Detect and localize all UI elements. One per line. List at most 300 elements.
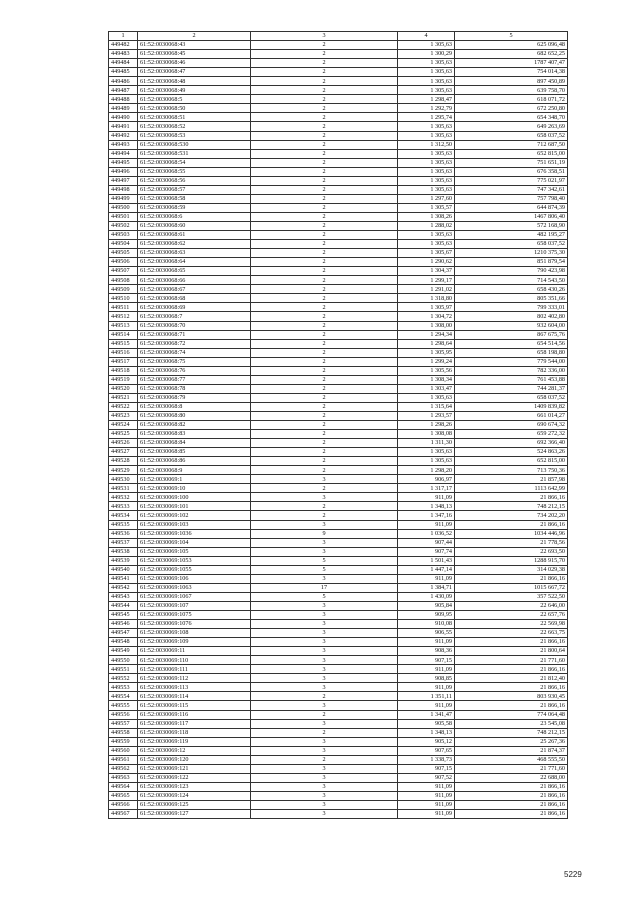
amount-cell: 21 866,16	[455, 520, 568, 529]
amount-cell: 314 029,38	[455, 565, 568, 574]
amount-cell: 661 014,27	[455, 411, 568, 420]
category-cell: 2	[251, 484, 398, 493]
amount-cell: 21 866,16	[455, 791, 568, 800]
cadastral-number-cell: 61:52:0030068:60	[138, 221, 251, 230]
table-row	[109, 466, 568, 475]
table-row	[109, 457, 568, 466]
amount-cell: 774 064,48	[455, 710, 568, 719]
category-cell: 2	[251, 285, 398, 294]
table-row	[109, 86, 568, 95]
table-row	[109, 393, 568, 402]
category-cell: 2	[251, 357, 398, 366]
category-cell: 2	[251, 194, 398, 203]
category-cell: 3	[251, 638, 398, 647]
row-id-cell: 449512	[109, 312, 138, 321]
amount-cell: 22 646,00	[455, 601, 568, 610]
cadastral-number-cell: 61:52:0030068:84	[138, 439, 251, 448]
cadastral-number-cell: 61:52:0030069:103	[138, 520, 251, 529]
amount-cell: 22 693,50	[455, 547, 568, 556]
cadastral-number-cell: 61:52:0030068:51	[138, 113, 251, 122]
table-row	[109, 574, 568, 583]
category-cell: 2	[251, 439, 398, 448]
row-id-cell: 449567	[109, 810, 138, 819]
value-cell: 1 299,24	[398, 357, 455, 366]
category-cell: 3	[251, 737, 398, 746]
row-id-cell: 449547	[109, 629, 138, 638]
row-id-cell: 449486	[109, 77, 138, 86]
category-cell: 2	[251, 692, 398, 701]
amount-cell: 21 857,98	[455, 475, 568, 484]
amount-cell: 22 657,76	[455, 611, 568, 620]
amount-cell: 690 674,32	[455, 421, 568, 430]
amount-cell: 1015 667,72	[455, 583, 568, 592]
cadastral-number-cell: 61:52:0030068:45	[138, 50, 251, 59]
cadastral-number-cell: 61:52:0030068:56	[138, 176, 251, 185]
table-row	[109, 231, 568, 240]
row-id-cell: 449511	[109, 303, 138, 312]
value-cell: 1 430,09	[398, 592, 455, 601]
row-id-cell: 449531	[109, 484, 138, 493]
amount-cell: 658 037,52	[455, 240, 568, 249]
category-cell: 3	[251, 701, 398, 710]
category-cell: 2	[251, 384, 398, 393]
category-cell: 2	[251, 140, 398, 149]
row-id-cell: 449488	[109, 95, 138, 104]
table-row	[109, 683, 568, 692]
amount-cell: 676 358,51	[455, 167, 568, 176]
category-cell: 2	[251, 122, 398, 131]
category-cell: 3	[251, 791, 398, 800]
amount-cell: 482 195,27	[455, 231, 568, 240]
amount-cell: 654 348,70	[455, 113, 568, 122]
table-row	[109, 719, 568, 728]
amount-cell: 652 815,00	[455, 457, 568, 466]
category-cell: 2	[251, 728, 398, 737]
amount-cell: 625 096,48	[455, 41, 568, 50]
cadastral-number-cell: 61:52:0030069:121	[138, 764, 251, 773]
table-row	[109, 68, 568, 77]
category-cell: 3	[251, 475, 398, 484]
table-row	[109, 312, 568, 321]
table-row	[109, 529, 568, 538]
row-id-cell: 449562	[109, 764, 138, 773]
table-row	[109, 620, 568, 629]
category-cell: 2	[251, 95, 398, 104]
row-id-cell: 449558	[109, 728, 138, 737]
amount-cell: 802 402,80	[455, 312, 568, 321]
cadastral-number-cell: 61:52:0030068:61	[138, 231, 251, 240]
row-id-cell: 449564	[109, 782, 138, 791]
value-cell: 1 315,64	[398, 402, 455, 411]
data-table-container	[108, 31, 567, 819]
category-cell: 3	[251, 574, 398, 583]
amount-cell: 658 037,52	[455, 393, 568, 402]
cadastral-number-cell: 61:52:0030068:80	[138, 411, 251, 420]
cadastral-number-cell: 61:52:0030069:110	[138, 656, 251, 665]
table-row	[109, 203, 568, 212]
table-row	[109, 737, 568, 746]
table-row	[109, 611, 568, 620]
cadastral-number-cell: 61:52:0030069:107	[138, 601, 251, 610]
table-row	[109, 484, 568, 493]
value-cell: 1 305,67	[398, 249, 455, 258]
value-cell: 1 341,47	[398, 710, 455, 719]
table-row	[109, 692, 568, 701]
cadastral-number-cell: 61:52:0030068:62	[138, 240, 251, 249]
category-cell: 2	[251, 375, 398, 384]
category-cell: 2	[251, 68, 398, 77]
cadastral-number-cell: 61:52:0030069:104	[138, 538, 251, 547]
cadastral-number-cell: 61:52:0030069:101	[138, 502, 251, 511]
category-cell: 2	[251, 511, 398, 520]
value-cell: 1 305,63	[398, 59, 455, 68]
row-id-cell: 449505	[109, 249, 138, 258]
cadastral-number-cell: 61:52:0030069:119	[138, 737, 251, 746]
cadastral-number-cell: 61:52:0030069:120	[138, 755, 251, 764]
cadastral-number-cell: 61:52:0030068:43	[138, 41, 251, 50]
table-row	[109, 728, 568, 737]
category-cell: 2	[251, 50, 398, 59]
table-row	[109, 249, 568, 258]
amount-cell: 21 866,16	[455, 665, 568, 674]
amount-cell: 712 687,50	[455, 140, 568, 149]
table-row	[109, 221, 568, 230]
row-id-cell: 449482	[109, 41, 138, 50]
value-cell: 1 304,37	[398, 267, 455, 276]
category-cell: 2	[251, 457, 398, 466]
value-cell: 1 292,79	[398, 104, 455, 113]
value-cell: 911,09	[398, 810, 455, 819]
row-id-cell: 449529	[109, 466, 138, 475]
category-cell: 2	[251, 231, 398, 240]
row-id-cell: 449555	[109, 701, 138, 710]
category-cell: 3	[251, 538, 398, 547]
amount-cell: 658 430,26	[455, 285, 568, 294]
row-id-cell: 449491	[109, 122, 138, 131]
category-cell: 3	[251, 611, 398, 620]
cadastral-number-cell: 61:52:0030069:1067	[138, 592, 251, 601]
amount-cell: 761 453,88	[455, 375, 568, 384]
value-cell: 905,12	[398, 737, 455, 746]
cadastral-number-cell: 61:52:0030068:78	[138, 384, 251, 393]
cadastral-number-cell: 61:52:0030069:116	[138, 710, 251, 719]
table-row	[109, 647, 568, 656]
value-cell: 1 308,00	[398, 321, 455, 330]
value-cell: 1 305,97	[398, 303, 455, 312]
category-cell: 2	[251, 158, 398, 167]
row-id-cell: 449540	[109, 565, 138, 574]
value-cell: 1 298,26	[398, 421, 455, 430]
category-cell: 3	[251, 629, 398, 638]
amount-cell: 1210 375,30	[455, 249, 568, 258]
category-cell: 2	[251, 59, 398, 68]
row-id-cell: 449536	[109, 529, 138, 538]
category-cell: 2	[251, 348, 398, 357]
table-row	[109, 601, 568, 610]
value-cell: 911,09	[398, 683, 455, 692]
cadastral-number-cell: 61:52:0030069:113	[138, 683, 251, 692]
cadastral-number-cell: 61:52:0030069:105	[138, 547, 251, 556]
value-cell: 1 305,63	[398, 41, 455, 50]
amount-cell: 734 202,20	[455, 511, 568, 520]
amount-cell: 21 771,60	[455, 656, 568, 665]
category-cell: 3	[251, 493, 398, 502]
category-cell: 2	[251, 221, 398, 230]
category-cell: 2	[251, 113, 398, 122]
category-cell: 2	[251, 77, 398, 86]
row-id-cell: 449560	[109, 746, 138, 755]
row-id-cell: 449530	[109, 475, 138, 484]
cadastral-number-cell: 61:52:0030069:118	[138, 728, 251, 737]
table-row	[109, 185, 568, 194]
amount-cell: 468 555,50	[455, 755, 568, 764]
row-id-cell: 449518	[109, 366, 138, 375]
table-row	[109, 50, 568, 59]
amount-cell: 21 866,16	[455, 638, 568, 647]
amount-cell: 21 866,16	[455, 493, 568, 502]
value-cell: 1 308,08	[398, 430, 455, 439]
cadastral-number-cell: 61:52:0030068:52	[138, 122, 251, 131]
row-id-cell: 449500	[109, 203, 138, 212]
row-id-cell: 449508	[109, 276, 138, 285]
category-cell: 9	[251, 529, 398, 538]
table-row	[109, 411, 568, 420]
value-cell: 1 290,62	[398, 258, 455, 267]
amount-cell: 659 272,32	[455, 430, 568, 439]
cadastral-number-cell: 61:52:0030068:70	[138, 321, 251, 330]
category-cell: 3	[251, 683, 398, 692]
cadastral-number-cell: 61:52:0030069:1076	[138, 620, 251, 629]
table-row	[109, 276, 568, 285]
row-id-cell: 449534	[109, 511, 138, 520]
cadastral-number-cell: 61:52:0030068:86	[138, 457, 251, 466]
row-id-cell: 449553	[109, 683, 138, 692]
amount-cell: 21 866,16	[455, 782, 568, 791]
category-cell: 2	[251, 393, 398, 402]
amount-cell: 867 675,76	[455, 330, 568, 339]
category-cell: 17	[251, 583, 398, 592]
value-cell: 1 304,72	[398, 312, 455, 321]
value-cell: 907,15	[398, 764, 455, 773]
row-id-cell: 449532	[109, 493, 138, 502]
category-cell: 3	[251, 647, 398, 656]
value-cell: 907,15	[398, 656, 455, 665]
cadastral-number-cell: 61:52:0030069:1	[138, 475, 251, 484]
row-id-cell: 449556	[109, 710, 138, 719]
cadastral-number-cell: 61:52:0030068:65	[138, 267, 251, 276]
table-row	[109, 448, 568, 457]
amount-cell: 658 198,80	[455, 348, 568, 357]
table-row	[109, 113, 568, 122]
row-id-cell: 449520	[109, 384, 138, 393]
value-cell: 907,65	[398, 746, 455, 755]
value-cell: 1 348,13	[398, 502, 455, 511]
table-row	[109, 773, 568, 782]
table-row	[109, 59, 568, 68]
row-id-cell: 449502	[109, 221, 138, 230]
amount-cell: 654 514,56	[455, 339, 568, 348]
cadastral-number-cell: 61:52:0030068:58	[138, 194, 251, 203]
table-row	[109, 158, 568, 167]
row-id-cell: 449563	[109, 773, 138, 782]
amount-cell: 1409 839,82	[455, 402, 568, 411]
row-id-cell: 449537	[109, 538, 138, 547]
category-cell: 3	[251, 620, 398, 629]
row-id-cell: 449566	[109, 800, 138, 809]
amount-cell: 1113 642,99	[455, 484, 568, 493]
value-cell: 1 447,14	[398, 565, 455, 574]
column-header-3: 3	[251, 32, 398, 41]
cadastral-number-cell: 61:52:0030068:67	[138, 285, 251, 294]
cadastral-number-cell: 61:52:0030068:74	[138, 348, 251, 357]
row-id-cell: 449487	[109, 86, 138, 95]
column-header-5: 5	[455, 32, 568, 41]
cadastral-number-cell: 61:52:0030068:47	[138, 68, 251, 77]
amount-cell: 21 800,64	[455, 647, 568, 656]
table-row	[109, 267, 568, 276]
category-cell: 2	[251, 710, 398, 719]
cadastral-number-cell: 61:52:0030069:124	[138, 791, 251, 800]
amount-cell: 21 771,60	[455, 764, 568, 773]
table-row	[109, 348, 568, 357]
value-cell: 1 297,60	[398, 194, 455, 203]
amount-cell: 775 021,97	[455, 176, 568, 185]
value-cell: 906,55	[398, 629, 455, 638]
cadastral-number-cell: 61:52:0030069:1055	[138, 565, 251, 574]
cadastral-number-cell: 61:52:0030068:55	[138, 167, 251, 176]
value-cell: 1 351,11	[398, 692, 455, 701]
value-cell: 1 305,63	[398, 68, 455, 77]
cadastral-number-cell: 61:52:0030068:79	[138, 393, 251, 402]
category-cell: 2	[251, 41, 398, 50]
amount-cell: 23 545,08	[455, 719, 568, 728]
value-cell: 1 291,02	[398, 285, 455, 294]
table-row	[109, 294, 568, 303]
value-cell: 1 305,63	[398, 131, 455, 140]
category-cell: 2	[251, 104, 398, 113]
cadastral-number-cell: 61:52:0030068:54	[138, 158, 251, 167]
value-cell: 908,85	[398, 674, 455, 683]
row-id-cell: 449550	[109, 656, 138, 665]
table-row	[109, 95, 568, 104]
table-row	[109, 710, 568, 719]
row-id-cell: 449551	[109, 665, 138, 674]
column-header-1: 1	[109, 32, 138, 41]
value-cell: 1 501,43	[398, 556, 455, 565]
value-cell: 1 299,17	[398, 276, 455, 285]
table-row	[109, 421, 568, 430]
value-cell: 907,44	[398, 538, 455, 547]
category-cell: 2	[251, 149, 398, 158]
category-cell: 2	[251, 176, 398, 185]
value-cell: 910,08	[398, 620, 455, 629]
row-id-cell: 449483	[109, 50, 138, 59]
value-cell: 908,36	[398, 647, 455, 656]
table-row	[109, 149, 568, 158]
value-cell: 911,09	[398, 638, 455, 647]
value-cell: 1 318,80	[398, 294, 455, 303]
cadastral-number-cell: 61:52:0030068:75	[138, 357, 251, 366]
value-cell: 1 305,63	[398, 158, 455, 167]
cadastral-number-cell: 61:52:0030068:531	[138, 149, 251, 158]
value-cell: 911,09	[398, 701, 455, 710]
cadastral-number-cell: 61:52:0030069:123	[138, 782, 251, 791]
amount-cell: 1467 806,40	[455, 212, 568, 221]
table-row	[109, 791, 568, 800]
cadastral-number-cell: 61:52:0030068:69	[138, 303, 251, 312]
row-id-cell: 449501	[109, 212, 138, 221]
table-row	[109, 212, 568, 221]
value-cell: 1 036,52	[398, 529, 455, 538]
amount-cell: 21 778,56	[455, 538, 568, 547]
row-id-cell: 449565	[109, 791, 138, 800]
cadastral-number-cell: 61:52:0030069:122	[138, 773, 251, 782]
amount-cell: 748 212,15	[455, 502, 568, 511]
amount-cell: 21 866,16	[455, 701, 568, 710]
category-cell: 2	[251, 330, 398, 339]
table-row	[109, 493, 568, 502]
amount-cell: 932 604,00	[455, 321, 568, 330]
value-cell: 1 308,34	[398, 375, 455, 384]
table-row	[109, 375, 568, 384]
value-cell: 1 305,63	[398, 448, 455, 457]
value-cell: 911,09	[398, 520, 455, 529]
value-cell: 1 295,74	[398, 113, 455, 122]
row-id-cell: 449503	[109, 231, 138, 240]
table-row	[109, 755, 568, 764]
value-cell: 911,09	[398, 493, 455, 502]
table-row	[109, 538, 568, 547]
table-row	[109, 131, 568, 140]
table-row	[109, 701, 568, 710]
category-cell: 2	[251, 258, 398, 267]
category-cell: 5	[251, 556, 398, 565]
cadastral-number-cell: 61:52:0030068:59	[138, 203, 251, 212]
value-cell: 1 384,71	[398, 583, 455, 592]
value-cell: 1 298,47	[398, 95, 455, 104]
cadastral-number-cell: 61:52:0030068:46	[138, 59, 251, 68]
row-id-cell: 449509	[109, 285, 138, 294]
row-id-cell: 449490	[109, 113, 138, 122]
row-id-cell: 449510	[109, 294, 138, 303]
category-cell: 2	[251, 339, 398, 348]
table-row	[109, 556, 568, 565]
table-row	[109, 176, 568, 185]
table-row	[109, 782, 568, 791]
row-id-cell: 449493	[109, 140, 138, 149]
cadastral-number-cell: 61:52:0030069:115	[138, 701, 251, 710]
amount-cell: 524 863,26	[455, 448, 568, 457]
amount-cell: 639 758,70	[455, 86, 568, 95]
table-row	[109, 430, 568, 439]
amount-cell: 21 866,16	[455, 800, 568, 809]
row-id-cell: 449504	[109, 240, 138, 249]
row-id-cell: 449559	[109, 737, 138, 746]
amount-cell: 799 333,01	[455, 303, 568, 312]
amount-cell: 357 522,50	[455, 592, 568, 601]
category-cell: 3	[251, 782, 398, 791]
category-cell: 2	[251, 303, 398, 312]
row-id-cell: 449522	[109, 402, 138, 411]
cadastral-number-cell: 61:52:0030068:5	[138, 95, 251, 104]
table-row	[109, 384, 568, 393]
amount-cell: 803 930,45	[455, 692, 568, 701]
table-row	[109, 565, 568, 574]
cadastral-number-cell: 61:52:0030069:102	[138, 511, 251, 520]
row-id-cell: 449497	[109, 176, 138, 185]
amount-cell: 851 879,54	[455, 258, 568, 267]
row-id-cell: 449525	[109, 430, 138, 439]
